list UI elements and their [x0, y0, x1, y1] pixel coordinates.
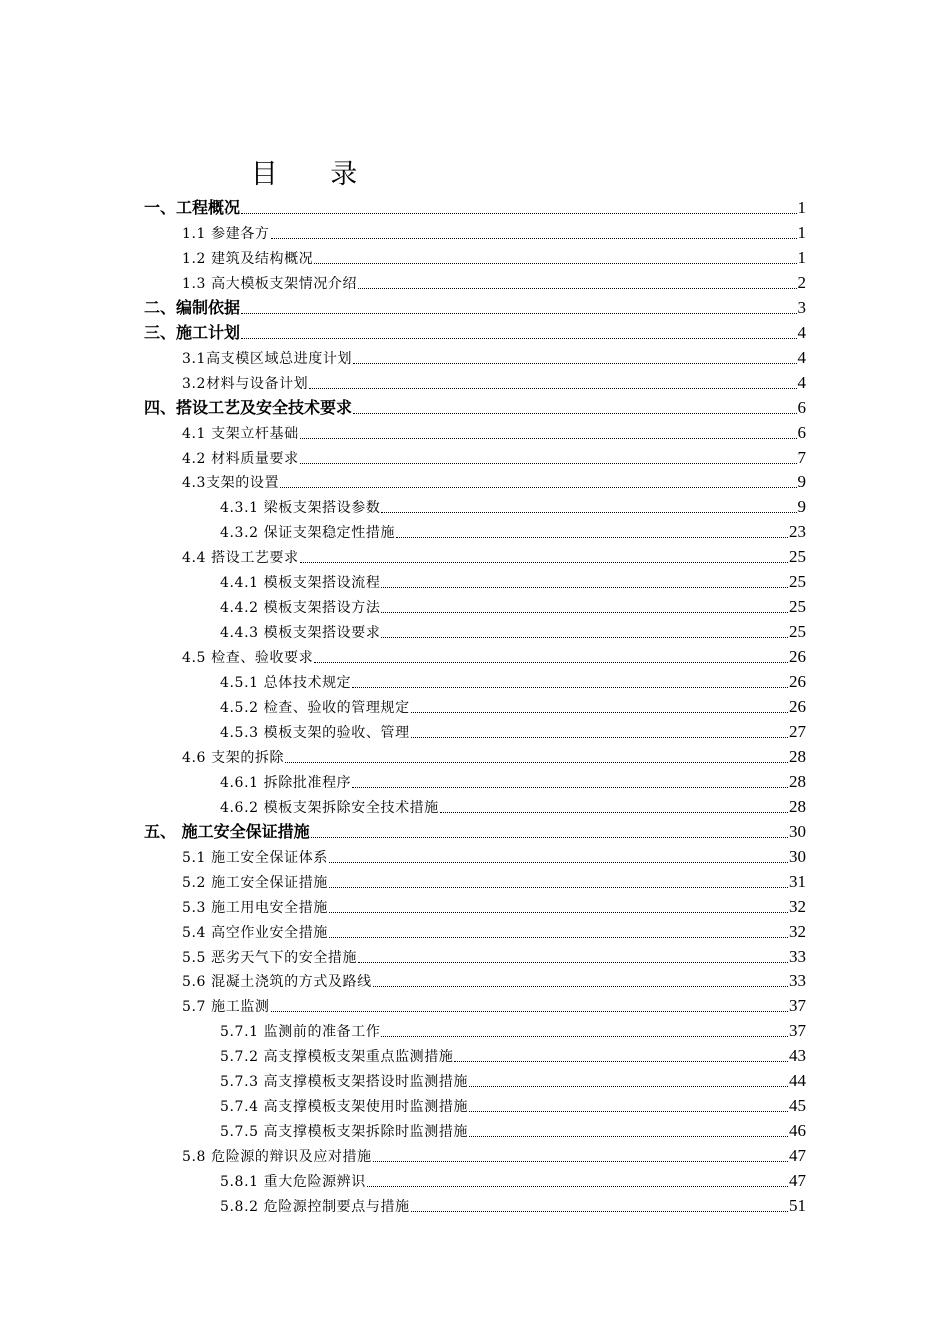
toc-dot-leader — [241, 312, 796, 314]
toc-page-number: 6 — [797, 397, 806, 417]
toc-page-number: 37 — [789, 1021, 806, 1041]
toc-dot-leader — [300, 561, 788, 563]
toc-dot-leader — [241, 212, 796, 214]
toc-entry-label: 1.2 建筑及结构概况 — [182, 250, 314, 267]
toc-entry-label: 5.5 恶劣天气下的安全措施 — [182, 949, 358, 966]
toc-entry-label: 5.6 混凝土浇筑的方式及路线 — [182, 974, 372, 991]
toc-page-number: 3 — [797, 297, 806, 317]
toc-entry-label: 4.4.1 模板支架搭设流程 — [220, 575, 381, 592]
toc-entry[interactable] — [182, 368, 806, 393]
toc-entry-label: 5.4 高空作业安全措施 — [182, 924, 328, 941]
toc-dot-leader — [373, 985, 788, 987]
toc-dot-leader — [241, 337, 796, 339]
toc-page-number: 25 — [789, 622, 806, 642]
toc-dot-leader — [271, 1010, 788, 1012]
toc-page-number: 37 — [789, 996, 806, 1016]
toc-page-number: 6 — [797, 422, 806, 442]
toc-dot-leader — [352, 686, 788, 688]
toc-page-number: 32 — [789, 921, 806, 941]
toc-page-number: 32 — [789, 896, 806, 916]
toc-page-number: 44 — [789, 1071, 806, 1091]
toc-entry[interactable] — [182, 742, 806, 767]
toc-entry-label: 三、施工计划 — [144, 322, 241, 342]
toc-entry[interactable] — [144, 393, 806, 418]
toc-entry[interactable] — [182, 842, 806, 867]
toc-entry-label: 4.2 材料质量要求 — [182, 450, 299, 467]
toc-dot-leader — [314, 661, 788, 663]
toc-dot-leader — [373, 1160, 788, 1162]
toc-entry-label: 5.3 施工用电安全措施 — [182, 899, 328, 916]
toc-entry-label: 4.1 支架立杆基础 — [182, 425, 299, 442]
toc-entry-label: 5.7.4 高支撑模板支架使用时监测措施 — [220, 1099, 469, 1116]
toc-page-number: 46 — [789, 1121, 806, 1141]
toc-dot-leader — [280, 486, 796, 488]
toc-entry[interactable] — [220, 1116, 806, 1141]
toc-page-number: 23 — [789, 522, 806, 542]
toc-page-number: 7 — [797, 447, 806, 467]
toc-page-number: 43 — [789, 1046, 806, 1066]
toc-entry[interactable] — [182, 991, 806, 1016]
toc-dot-leader — [329, 911, 788, 913]
toc-dot-leader — [411, 711, 788, 713]
toc-dot-leader — [440, 811, 788, 813]
toc-entry-label: 5.7.3 高支撑模板支架搭设时监测措施 — [220, 1074, 469, 1091]
toc-entry-label: 3.1高支模区域总进度计划 — [182, 350, 353, 367]
toc-page-number: 9 — [797, 497, 806, 517]
toc-entry[interactable] — [182, 542, 806, 567]
toc-entry-label: 3.2材料与设备计划 — [182, 375, 309, 392]
toc-page-number: 9 — [797, 472, 806, 492]
toc-page-number: 27 — [789, 721, 806, 741]
toc-dot-leader — [352, 786, 788, 788]
toc-entry[interactable] — [182, 942, 806, 967]
toc-dot-leader — [381, 511, 796, 513]
toc-entry[interactable] — [220, 1166, 806, 1191]
toc-page-number: 26 — [789, 697, 806, 716]
toc-dot-leader — [353, 412, 796, 414]
toc-page-number: 28 — [789, 771, 806, 791]
toc-entry-label: 4.6 支架的拆除 — [182, 749, 285, 766]
toc-entry[interactable] — [220, 567, 806, 592]
toc-entry[interactable] — [182, 243, 806, 268]
toc-entry-label: 1.3 高大模板支架情况介绍 — [182, 275, 358, 292]
toc-dot-leader — [300, 462, 797, 464]
toc-entry[interactable] — [220, 692, 806, 717]
toc-entry[interactable] — [220, 1091, 806, 1116]
toc-page-number: 25 — [789, 572, 806, 592]
toc-page-number: 26 — [789, 647, 806, 667]
toc-entry[interactable] — [220, 792, 806, 817]
toc-page-number: 26 — [789, 672, 806, 692]
toc-entry[interactable] — [220, 767, 806, 792]
toc-dot-leader — [381, 586, 788, 588]
toc-entry[interactable] — [220, 492, 806, 517]
toc-dot-leader — [314, 262, 796, 264]
toc-page-number: 25 — [789, 547, 806, 567]
toc-entry-label: 4.4.2 模板支架搭设方法 — [220, 600, 381, 617]
toc-entry[interactable] — [220, 517, 806, 542]
toc-page-number: 1 — [797, 247, 806, 267]
toc-entry-label: 5.2 施工安全保证措施 — [182, 874, 328, 891]
toc-dot-leader — [469, 1085, 788, 1087]
toc-entry-label: 5.8 危险源的辩识及应对措施 — [182, 1149, 372, 1166]
toc-entry[interactable] — [182, 917, 806, 942]
toc-dot-leader — [411, 1210, 788, 1212]
toc-entry[interactable] — [182, 892, 806, 917]
toc-entry[interactable] — [182, 418, 806, 443]
toc-entry[interactable] — [182, 1141, 806, 1166]
toc-dot-leader — [411, 736, 788, 738]
toc-entry[interactable] — [220, 667, 806, 692]
toc-entry[interactable] — [182, 642, 806, 667]
toc-entry[interactable] — [220, 1041, 806, 1066]
toc-entry-label: 5.8.2 危险源控制要点与措施 — [220, 1199, 410, 1215]
toc-dot-leader — [285, 761, 788, 763]
toc-entry-label: 4.6.1 拆除批准程序 — [220, 774, 352, 791]
toc-dot-leader — [396, 536, 788, 538]
toc-dot-leader — [381, 611, 788, 613]
toc-dot-leader — [367, 1185, 788, 1187]
toc-dot-leader — [358, 961, 788, 963]
toc-page-number: 31 — [789, 871, 806, 891]
toc-entry-label: 4.6.2 模板支架拆除安全技术措施 — [220, 799, 439, 816]
toc-entry-label: 5.7.5 高支撑模板支架拆除时监测措施 — [220, 1124, 469, 1141]
toc-page-number: 30 — [789, 846, 806, 866]
toc-page-number: 28 — [789, 746, 806, 766]
toc-page-number: 2 — [797, 272, 806, 292]
toc-entry[interactable] — [220, 617, 806, 642]
toc-page-number: 4 — [797, 347, 806, 367]
toc-entry[interactable] — [220, 1066, 806, 1091]
toc-entry[interactable] — [220, 592, 806, 617]
toc-dot-leader — [329, 936, 788, 938]
toc-dot-leader — [311, 836, 788, 838]
toc-entry[interactable] — [182, 867, 806, 892]
toc-dot-leader — [358, 287, 796, 289]
toc-entry[interactable] — [220, 1191, 806, 1216]
toc-page-number: 33 — [789, 946, 806, 966]
toc-dot-leader — [353, 362, 796, 364]
toc-entry-label: 1.1 参建各方 — [182, 225, 270, 242]
toc-entry[interactable] — [182, 443, 806, 468]
toc-dot-leader — [329, 861, 788, 863]
toc-dot-leader — [469, 1110, 788, 1112]
toc-entry-label: 4.5.3 模板支架的验收、管理 — [220, 724, 410, 741]
toc-entry[interactable] — [182, 966, 806, 991]
toc-entry-label: 4.5 检查、验收要求 — [182, 650, 314, 667]
toc-entry-label: 4.4.3 模板支架搭设要求 — [220, 625, 381, 642]
toc-entry-label: 一、工程概况 — [144, 198, 241, 217]
toc-page-number: 1 — [797, 198, 806, 217]
toc-page-number: 1 — [797, 222, 806, 242]
toc-dot-leader — [454, 1060, 788, 1062]
toc-dot-leader — [300, 437, 797, 439]
toc-page-number: 47 — [789, 1171, 806, 1191]
toc-entry[interactable] — [182, 467, 806, 492]
toc-entry[interactable] — [144, 293, 806, 318]
toc-entry[interactable] — [144, 318, 806, 343]
toc-entry-label: 4.3.1 梁板支架搭设参数 — [220, 500, 381, 517]
toc-entry-label: 二、编制依据 — [144, 297, 241, 317]
toc-dot-leader — [271, 237, 797, 239]
toc-entry-label: 5.1 施工安全保证体系 — [182, 849, 328, 866]
page-title: 目 录 — [250, 159, 380, 191]
toc-page-number: 25 — [789, 597, 806, 617]
toc-entry-label: 四、搭设工艺及安全技术要求 — [144, 397, 353, 417]
toc-entry-label: 5.7.1 监测前的准备工作 — [220, 1024, 381, 1041]
toc-entry[interactable] — [144, 817, 806, 842]
toc-entry-label: 4.5.1 总体技术规定 — [220, 675, 352, 692]
toc-page-number: 47 — [789, 1146, 806, 1166]
toc-entry[interactable] — [220, 1016, 806, 1041]
toc-entry[interactable] — [220, 717, 806, 742]
toc-entry[interactable] — [144, 193, 806, 218]
toc-entry[interactable] — [182, 268, 806, 293]
toc-dot-leader — [309, 387, 796, 389]
toc-page-number: 28 — [789, 796, 806, 816]
toc-page-number: 4 — [797, 372, 806, 392]
toc-entry-label: 5.7.2 高支撑模板支架重点监测措施 — [220, 1049, 454, 1066]
toc-entry-label: 5.7 施工监测 — [182, 999, 270, 1016]
toc-page-number: 30 — [789, 821, 806, 841]
toc-dot-leader — [329, 886, 788, 888]
toc-page-number: 33 — [789, 971, 806, 991]
toc-entry-label: 4.3.2 保证支架稳定性措施 — [220, 525, 396, 542]
toc-page-number: 4 — [797, 322, 806, 342]
toc-entry[interactable] — [182, 343, 806, 368]
toc-entry-label: 5.8.1 重大危险源辨识 — [220, 1174, 366, 1191]
toc-entry-label: 五、 施工安全保证措施 — [144, 821, 310, 841]
toc-entry-label: 4.3支架的设置 — [182, 475, 280, 492]
toc-entry-label: 4.4 搭设工艺要求 — [182, 550, 299, 567]
toc-dot-leader — [381, 1035, 788, 1037]
toc-dot-leader — [469, 1135, 788, 1137]
toc-entry[interactable] — [182, 218, 806, 243]
toc-entry-label: 4.5.2 检查、验收的管理规定 — [220, 700, 410, 716]
toc-page-number: 45 — [789, 1096, 806, 1116]
toc-dot-leader — [381, 636, 788, 638]
toc-page-number: 51 — [789, 1196, 806, 1215]
